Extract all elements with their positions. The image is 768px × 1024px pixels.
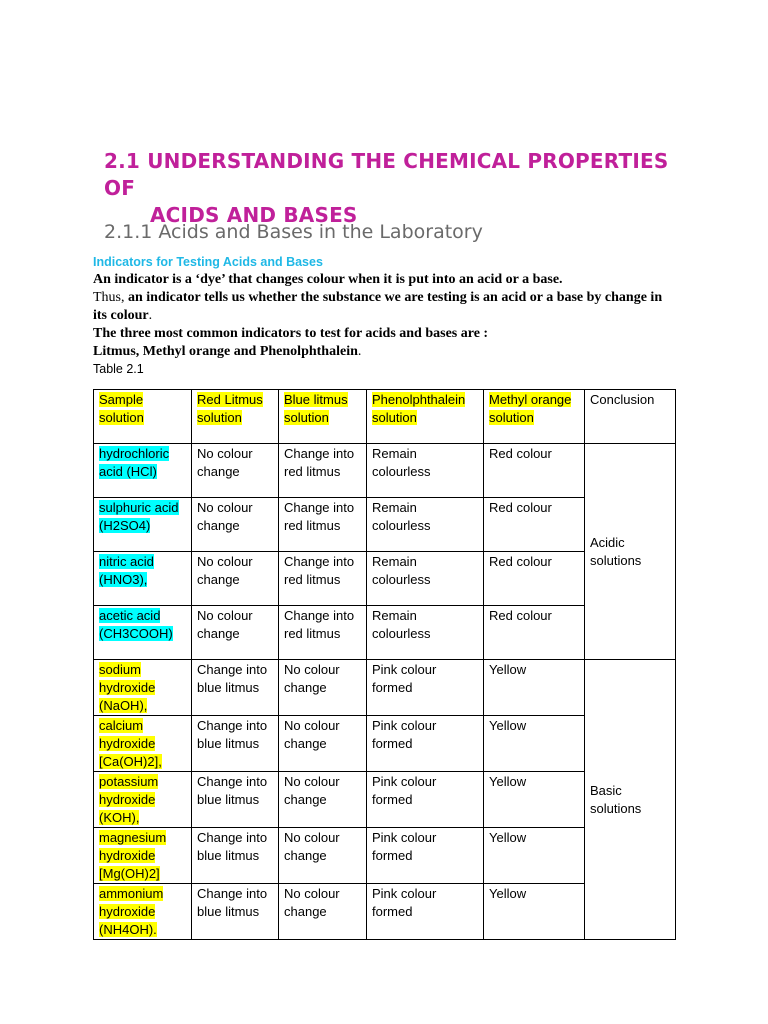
cell-phenolphthalein: Remain colourless — [367, 444, 484, 498]
paragraph-4 — [93, 343, 361, 361]
chapter-heading-line2: ACIDS AND BASES — [150, 203, 358, 227]
cell-phenolphthalein: Remain colourless — [367, 552, 484, 606]
cell-red-litmus: No colour change — [192, 498, 279, 552]
cell-phenolphthalein: Pink colour formed — [367, 772, 484, 828]
sample-name: hydrochloric acid (HCl) — [99, 446, 170, 479]
paragraph-2-bold: an indicator tells us whether the substance we are testing is an acid or a base by change in its colour — [93, 290, 663, 323]
paragraph-1-text: An indicator is a ‘dye’ that changes colour when it is put into an acid or a base. — [93, 272, 563, 287]
cell-methyl-orange: Red colour — [484, 444, 585, 498]
conclusion-acidic — [585, 444, 676, 660]
paragraph-4-text: Litmus, Methyl orange and Phenolphthalein — [93, 344, 358, 359]
cell-sample — [94, 552, 192, 606]
cell-methyl-orange: Yellow — [484, 884, 585, 940]
cell-phenolphthalein: Pink colour formed — [367, 828, 484, 884]
cell-methyl-orange: Yellow — [484, 828, 585, 884]
sample-name: nitric acid (HNO3), — [99, 554, 154, 587]
cell-blue-litmus: No colour change — [279, 828, 367, 884]
conclusion-basic — [585, 660, 676, 940]
cell-phenolphthalein: Pink colour formed — [367, 660, 484, 716]
cell-sample — [94, 606, 192, 660]
cell-methyl-orange: Red colour — [484, 552, 585, 606]
cell-phenolphthalein: Remain colourless — [367, 606, 484, 660]
cell-red-litmus: No colour change — [192, 444, 279, 498]
sample-name: magnesium hydroxide [Mg(OH)2] — [99, 830, 167, 881]
header-sample-label: Sample solution — [99, 392, 144, 425]
header-methyl-orange-label: Methyl orange solution — [489, 392, 572, 425]
cell-sample — [94, 716, 192, 772]
header-red-litmus-label: Red Litmus solution — [197, 392, 263, 425]
table-row — [94, 660, 676, 716]
header-red-litmus — [192, 390, 279, 444]
chapter-heading-line1: 2.1 UNDERSTANDING THE CHEMICAL PROPERTIES OF — [104, 149, 669, 200]
paragraph-3 — [93, 325, 488, 343]
sample-name: potassium hydroxide (KOH), — [99, 774, 159, 825]
paragraph-2-pre: Thus, — [93, 290, 128, 305]
cell-blue-litmus: Change into red litmus — [279, 498, 367, 552]
cell-blue-litmus: No colour change — [279, 660, 367, 716]
table-row — [94, 444, 676, 498]
cell-methyl-orange: Yellow — [484, 716, 585, 772]
header-blue-litmus-label: Blue litmus solution — [284, 392, 348, 425]
chapter-heading — [104, 148, 684, 229]
cell-methyl-orange: Red colour — [484, 606, 585, 660]
table-header-row — [94, 390, 676, 444]
paragraph-3-text: The three most common indicators to test for acids and bases are : — [93, 326, 489, 341]
cell-methyl-orange: Yellow — [484, 660, 585, 716]
paragraph-2-post: . — [148, 308, 153, 323]
sample-name: sodium hydroxide (NaOH), — [99, 662, 156, 713]
cell-blue-litmus: Change into red litmus — [279, 552, 367, 606]
section-title: Indicators for Testing Acids and Bases — [93, 255, 323, 269]
cell-red-litmus: Change into blue litmus — [192, 716, 279, 772]
header-methyl-orange — [484, 390, 585, 444]
cell-red-litmus: No colour change — [192, 552, 279, 606]
cell-blue-litmus: No colour change — [279, 772, 367, 828]
conclusion-acidic-text: Acidic solutions — [590, 535, 642, 568]
cell-phenolphthalein: Pink colour formed — [367, 716, 484, 772]
cell-blue-litmus: Change into red litmus — [279, 444, 367, 498]
cell-blue-litmus: No colour change — [279, 716, 367, 772]
header-blue-litmus — [279, 390, 367, 444]
section-subheading: 2.1.1 Acids and Bases in the Laboratory — [104, 221, 483, 243]
cell-phenolphthalein: Pink colour formed — [367, 884, 484, 940]
header-conclusion — [585, 390, 676, 444]
cell-red-litmus: Change into blue litmus — [192, 660, 279, 716]
cell-blue-litmus: No colour change — [279, 884, 367, 940]
cell-sample — [94, 884, 192, 940]
cell-sample — [94, 498, 192, 552]
cell-sample — [94, 444, 192, 498]
header-phenolphthalein-label: Phenolphthalein solution — [372, 392, 466, 425]
paragraph-2 — [93, 289, 673, 325]
cell-blue-litmus: Change into red litmus — [279, 606, 367, 660]
sample-name: sulphuric acid (H2SO4) — [99, 500, 179, 533]
cell-red-litmus: Change into blue litmus — [192, 884, 279, 940]
cell-sample — [94, 772, 192, 828]
header-sample — [94, 390, 192, 444]
cell-red-litmus: No colour change — [192, 606, 279, 660]
header-phenolphthalein — [367, 390, 484, 444]
cell-red-litmus: Change into blue litmus — [192, 772, 279, 828]
cell-red-litmus: Change into blue litmus — [192, 828, 279, 884]
conclusion-basic-text: Basic solutions — [590, 783, 642, 816]
cell-phenolphthalein: Remain colourless — [367, 498, 484, 552]
sample-name: calcium hydroxide [Ca(OH)2], — [99, 718, 162, 769]
sample-name: acetic acid (CH3COOH) — [99, 608, 173, 641]
paragraph-1 — [93, 271, 563, 289]
cell-methyl-orange: Red colour — [484, 498, 585, 552]
indicator-table — [93, 389, 676, 940]
cell-sample — [94, 660, 192, 716]
cell-methyl-orange: Yellow — [484, 772, 585, 828]
paragraph-4-post: . — [357, 344, 362, 359]
cell-sample — [94, 828, 192, 884]
header-conclusion-label: Conclusion — [590, 392, 655, 407]
table-caption: Table 2.1 — [93, 362, 144, 376]
sample-name: ammonium hydroxide (NH4OH). — [99, 886, 164, 937]
